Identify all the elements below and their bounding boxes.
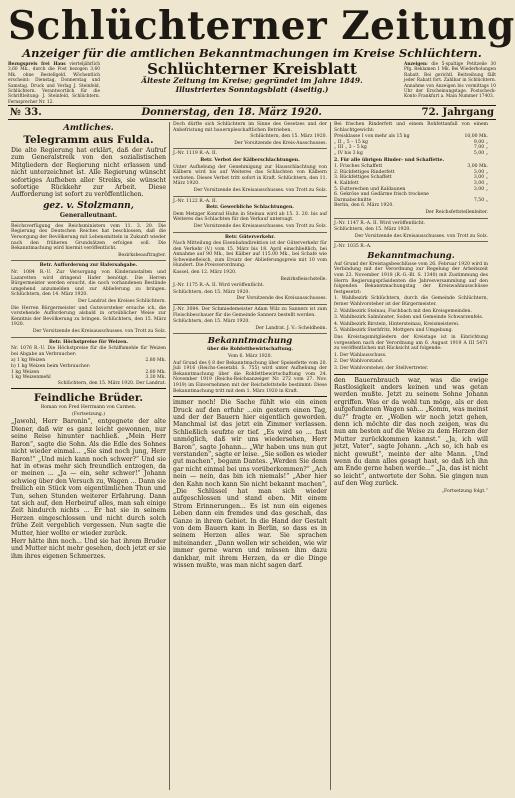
kreisblatt-line1: Älteste Zeitung im Kreise; gegründet im Jahre 1849.: [141, 76, 363, 85]
fat-price-label: „ IV bis 3 kg: [334, 150, 363, 156]
list-item: 2. Der Wahlvorstand.: [334, 359, 384, 365]
divider: [11, 260, 166, 261]
price-value: 2.80 Mk.: [145, 369, 166, 375]
notice-sign: Bezirksfleischstelle.: [280, 276, 327, 282]
list-item: 5. Wahlbezirk Sterbfritz, Mottgers und Umgebung.: [334, 328, 454, 334]
intro-text: Doch dürfte sich Schlüchtern im Sinne des Gesetzes und der Anbefristung mit bauernpleschaftlichen Betrieben.: [173, 122, 327, 133]
bekanntmachung-body: Auf Grund des § 8 der Bekanntmachung über Speisefette vom 20. Juli 1916 (Reichs-Gesetzbl. S. 755) wird unter Aufhebung der Bekanntmachung über die Rohfettbewirtschaftung vom 24. November 1919 (Reichs-Reichsanzeiger Nr. 272 vom 27. Nov. 1919) im Einvernehmen mit der Reichsfettstelle bestimmt: Diese Bekanntmachung tritt mit dem 1. März 1920 in Kraft.: [173, 360, 327, 394]
tagline: Anzeiger für die amtlichen Bekanntmachungen im Kreise Schlüchtern.: [22, 46, 482, 60]
issue-number: № 33.: [10, 107, 42, 118]
notice-date: Kassel, den 12. März 1920.: [173, 270, 237, 276]
fat-price-label: Darmabschnitte: [334, 197, 372, 203]
price-label: 1 kg Weizen: [11, 369, 40, 375]
signature: gez. v. Stolzmann,: [43, 200, 134, 211]
issue-date: Donnerstag, den 18. März 1920.: [141, 107, 322, 118]
fat-price-value: 3,00 „: [473, 169, 488, 175]
bekanntmachung-date: Vom 6. März 1920.: [228, 354, 272, 359]
subscription-head: Bezugspreis frei Haus: [8, 62, 66, 67]
notice-2-sign: Der Landrat des Kreises Schlüchtern.: [78, 298, 166, 304]
fat-price-label: 5. Eutterechen und Kaldaunen: [334, 186, 406, 192]
note-sign: Der Vorsitzende des Kreisausschusses. von Trott zu Solz.: [354, 233, 488, 239]
feuilleton-divider: [11, 388, 166, 391]
column-2: [169, 122, 330, 790]
notice-number: J.-Nr. 1122 R.-A. II.: [173, 198, 218, 204]
notice-date: Schlüchtern, den 15. März 1920.: [173, 289, 250, 295]
notice-3-sign: Der Vorsitzende des Kreisausschusses. von Trott zu Solz.: [32, 328, 166, 334]
fat-price-value: 3,00 „: [473, 175, 488, 181]
fat-price-label: 6. Gekröse und Gedärme frisch trockene: [334, 192, 429, 198]
list-item: 3. Der Wahlvorsteher, der Stellvertreter.: [334, 365, 429, 371]
price-value: 3.30 Mk.: [145, 375, 166, 381]
price-label: 1 kg Weizenmehl: [11, 375, 51, 381]
subscription-text: vierteljährlich 3,60 Mk., durch die Post bezogen 3,60 Mk. ohne Bestellgeld. Wöchentlich erscheint: Dienstag, Donnerstag und Samstag. Druck und Verlag J. Steinfeld, Schlüchtern. Verantwortlich für die Schriftleitung: J. Steinfeld, Schlüchtern. Fernsprecher Nr. 12.: [8, 62, 100, 105]
dateline: [8, 105, 496, 120]
price-value: 2.80 Mk.: [145, 358, 166, 364]
fat-price-label: 2. Rückfettiges Rinderfett: [334, 169, 395, 175]
divider: [173, 304, 327, 305]
fat-price-value: 7,00 „: [473, 145, 488, 151]
bekanntmachung-body: Auf Grund der Kreistagsbeschlüsse vom 26. Februar 1920 wird in Verbindung mit der Verordnung zur Regelung der Arbeitszeit vom 23. November 1918 (R.-G.-Bl. S. 1340) mit Zustimmung des Herrn Regierungspräsidenten die Jahresversammlung auf den folgenden Bekanntmachungstag der Kreiswahlausschüsse festgesetzt:: [334, 261, 488, 295]
intro-date: Schlüchtern, den 15. März 1920.: [250, 134, 327, 140]
columns: [8, 122, 496, 790]
telegram-body: Die alte Regierung hat erklärt, daß der Aufruf zum Generalstreik von den sozialistischen Mitgliedern der Regierung nicht erlassen und nicht unterzeichnet ist. Alle Regierung wünscht sofortiges Aufheben aller Streiks, sie wünscht sofortige Rückkehr zur Arbeit. Diese Aufforderung ist sofort zu veröffentlichen.: [11, 147, 166, 199]
divider: [173, 148, 327, 149]
fat-price-value: 10,00 Mk.: [464, 134, 488, 140]
fat-price-value: 3,00 Mk.: [467, 164, 488, 170]
notice-title: Betr. Verbot der Kälberschlachtungen.: [200, 157, 300, 163]
fat-sub2: 2. Für alle übrigen Rinder- und Schaffette.: [334, 157, 445, 163]
bekanntmachung-sub: über die Rohfettbewirtschaftung.: [206, 347, 293, 353]
kreisblatt-title: Schlüchterner Kreisblatt: [147, 60, 357, 78]
notice-number: J.-Nr. 1119 R.-A. II.: [173, 151, 218, 157]
berlin-sign: Der Reichsfettstellenleiter.: [425, 209, 488, 215]
fat-price-label: Preisklasse I von mehr als 15 kg: [334, 134, 410, 140]
divider: [11, 221, 166, 222]
divider: [173, 333, 327, 334]
notice-body: Nach Mitteilung des Eisenbahndirektion ist der Güterverkehr für den Verkehr (V.) vom 15. März bis 18. April einschließlich, bei Annahme auf 90 Mk., bei Kälber auf 115.00 Mk., bei Schafe wie Schweinefleisch, zum Ersatz der Ablieferungspreis mit 10 vom Hundert. Die Preisverordnung.: [173, 241, 327, 269]
fat-intro: Bei frischen Rinderfett und einem Rohfettanfall von einem Schlachtgewicht:: [334, 122, 488, 133]
notice-sign: Der Vorsitzende des Kreisausschusses. von Trott zu Solz.: [193, 223, 327, 229]
bekanntmachung-heading: Bekanntmachung: [207, 336, 293, 347]
notice-body: J.-Nr. 1175 R.-A. II. Wird veröffentlicht.: [173, 283, 265, 289]
divider: [334, 241, 488, 242]
telegram-heading: Telegramm aus Fulda.: [23, 134, 154, 146]
note-date: Schlüchtern, den 15. März 1920.: [334, 227, 411, 233]
feuilleton-body: „Jawohl, Herr Baronin“, entgegnete der alte Diener, daß wir es ganz leicht gewonnen, nur seine Reise hinunter nachließ. „Mein Herr Baron“, sagte die Sohn. Als die Edle des Sohnes nicht wieder einmal... „Sie sind noch jung, Herr Baron!“ „Und mich kann noch schwer?“ Und sie hat in etwas mehr sich freundlich entzogen, da er meinen ... „Ja — ein, sehr schwer!“ Johann schwieg über den Versuch zu, Wagen ... Dann sie freilich ein Stück vom eigentümlichen Thun und Tun, sehen Stunden weiterer Erfahrung. Dann tat sich auf, den Herbeiruf alles, man sah einige Zeit hindurch nichts ... Er hat sie in seinem Herzen eingeschlossen und nicht durch solch frühe Zeit vergeblich vergessen. Nun sagte die Mutter, hier wollte er wieder zurück.: [11, 418, 166, 537]
subscription-box: [8, 62, 100, 105]
bekanntmachung-body: Das Kreistagsmitgliedern der Kreistage ist in Einrichtung vorgesehen nach der Verordnung am 6. August 1919 A III 5471 zu veröffentlichen mit Rücksicht auf folgende:: [334, 335, 488, 352]
notice-3: Die Herren Bürgermeister und Gutsvorsteher ersuche ich, die vorstehende Aufforderung alsbald in ortsüblicher Weise zur Kenntnis der Bevölkerung zu bringen. Schlüchtern, den 15. März 1920.: [11, 305, 166, 328]
notice-2: Nr. 1084 R.-U. Zur Versorgung von Kinderanstalten und Lazaretten wird dringend Hafer benötigt. Die Herren Bürgermeister werden ersucht, die noch vorhandenen Bestände umgehend anzumelden und zur Ablieferung zu bringen. Schlüchtern, den 14. März 1920.: [11, 270, 166, 298]
fat-price-label: 1. Frisches Schaffett: [334, 164, 383, 170]
notice-4-sign: Schlüchtern, den 15. März 1920. Der Landrat.: [57, 380, 166, 386]
fat-price-label: 3. Rückfettiges Schaffett: [334, 175, 392, 181]
advertising-head: Anzeigen:: [404, 62, 428, 67]
notice-body: J.-Nr. 3084. Der Schmiedemeister Adam Wilz zu Sannerz ist zum Fleischbeschauer für die Gemeinde Sannerz bestellt worden.: [173, 307, 327, 318]
volume: 72. Jahrgang: [421, 107, 494, 118]
fat-price-row: [334, 151, 488, 157]
notice-1: Reichsverfügung des Reichsministers vom 11. 3. 20. Die Regierung des Deutschen Reiches hat beschlossen, daß die Versorgung der Bevölkerung mit Lebensmitteln in Zukunft wieder nach den früheren Grundsätzen erfolgen soll. Die Bekanntmachung wird hiermit veröffentlicht.: [11, 223, 166, 252]
fat-price-value: 3,00 „: [473, 180, 488, 186]
fat-price-value: 3,00 „: [473, 186, 488, 192]
kreisblatt-box: [106, 62, 398, 102]
list-item: 3. Wahlbezirk Salmünster, Soden und Gemeinde Schwarzenfels.: [334, 315, 484, 321]
advertising-box: [404, 62, 496, 102]
masthead: Schlüchterner Zeitung: [8, 3, 515, 49]
feuilleton-end: „Fortsetzung folgt.“: [441, 488, 488, 494]
column-1: [8, 122, 169, 790]
notice-title: Betr. Gewerbliche Schlachtungen.: [206, 205, 294, 211]
note-body: J.-Nr. 1147 R.-A. II. Wird veröffentlicht.: [334, 220, 426, 226]
notice-title: Betr. Güterverkehr.: [225, 234, 275, 240]
feuilleton-author: Roman von Fred Herrmann von Carmen.: [40, 405, 137, 411]
signature-title: Generalleutnant.: [59, 211, 118, 219]
bekanntmachung-heading: Bekanntmachung.: [367, 250, 455, 261]
divider: [11, 337, 166, 338]
divider: [334, 218, 488, 219]
notice-body: Dem Metzger Konrad Huhn in Steinau wird ab 15. 3. 20. bis auf Weiteres das Schlachten für den Verkauf untersagt.: [173, 211, 327, 223]
notice-date: Schlüchtern, den 15. März 1920.: [173, 319, 250, 325]
notice-number: J.-Nr. 1035 R.-A.: [334, 244, 372, 250]
notice-2-heading: Betr. Aufforderung zur Hafersabgabe.: [39, 263, 138, 269]
list-item: 1. Der Wahlausschuss.: [334, 352, 387, 358]
fat-price-label: „ III „ 3 – 5 kg: [334, 145, 367, 151]
notice-4: Nr. 1076 R.-U. Die Höchstpreise für die Schiffsmehle für Weizen bei Abgabe an Verbraucher:: [11, 346, 166, 357]
fat-price-value: 9,00 „: [473, 139, 488, 145]
price-label: b) 1 kg Weizen beim Verbraucher:: [11, 363, 91, 369]
feuilleton-continuation: (Fortsetzung.): [72, 411, 105, 417]
fat-price-label: „ II „ 5 – 15 kg: [334, 139, 368, 145]
notice-sign: Der Landrat. J. V.: Scheldheim.: [255, 325, 327, 331]
intro-sign: Der Vorsitzende des Kreis-Ausschusses.: [234, 140, 327, 146]
berlin-date: Berlin, den 6. März 1920.: [334, 203, 394, 209]
notice-sign: Der Vorsitzende des Kreisausschusses. von Trott zu Solz.: [193, 187, 327, 193]
column-3: [330, 122, 491, 790]
price-label: a) 1 kg Weizen: [11, 358, 46, 364]
notice-1-sign: Bezirksbeauftragter.: [118, 252, 166, 258]
divider: [173, 232, 327, 233]
notice-body: Unter Aufhebung der Genehmigung zur Hausschlachtung von Kälbern wird bis auf Weiteres das Schlachten von Kälbern verboten. Dieses Verbot tritt sofort in Kraft. Schlüchtern, den 11. März 1920.: [173, 164, 327, 187]
kreisblatt-line2: Illustriertes Sonntagsblatt (4seitig.): [175, 84, 329, 94]
fat-price-value: 5,00 „: [473, 150, 488, 156]
list-item: 1. Wahlbezirk Schlüchtern, durch die Gemeinde Schlüchtern, ferner Wahlvorsteher ist der Bürgermeister.: [334, 296, 488, 308]
feuilleton-title: Feindliche Brüder.: [33, 392, 144, 405]
advertising-text: die 5-spaltige Petitzeile 30 Pfg. Reklamen 1 Mk. Bei Wiederholungen Rabatt. Bei gerichtl. Beitreibung fällt jeder Rabatt fort. Zahlbar in Schlüchtern. Annahme von Anzeigen bis vormittags 10 Uhr der Erscheinungstage. Postscheck-Konto Frankfurt a. Main Nummer 17403.: [404, 62, 496, 100]
list-item: 4. Wahlbezirk Birstein, Hintersteinau, Kreismeisterei.: [334, 321, 460, 327]
section-amtliches: Amtliches.: [63, 123, 114, 133]
fat-price-label: 4. Kalbfett: [334, 180, 359, 186]
divider: [173, 196, 327, 197]
notice-4-heading: Betr. Höchstpreise für Weizen.: [48, 339, 129, 345]
fat-price-value: 7,50 „: [473, 197, 488, 203]
feuilleton-body-end: Herr hätte ihm noch... Und sie hat ihrem Bruder und Mutter nicht mehr gesehen, doch jetzt er sie ihm ihres eigenen Schmerzes.: [11, 537, 166, 560]
feuilleton-body: immer noch! Die Sache fühlt wie ein einen Druck auf den erfuhr ...ein gestern einen Tag, und der der Bauern hier eigentlich geworden. Manchmal ist das jetzt ein Zimmer verlassen. Schließlich seufzte er tief. „Es wird so ... fast unmöglich, daß wir uns wiedersehen, Herr Baron“, sagte Johann... „Wir haben uns nun gut verstanden“, sagte er leise. „Sie sollen es wieder gut machen“, begann Dantes. „Werden Sie denn gar nicht einmal bei uns vorüberkommen?“ „Ach nein — nein, das bin ich niemals!“ „Aber hier den Kahn noch kann Sie nicht bekannt machen“, „Die Schlüssel hat man sich wieder aufgeschlossen und stand eben. Mit einem Strom Erinnerungen... Es ist nun ein eigenes Leben dann ein fremdes und das geschah, das Ganze in ihrem Gebiet. In die Hand der Gestalt von dem Bauern kam in Berlin, so dass es in seinem Herzen alles war. Sie sprachen miteinander. „Dann wollen wir scheiden, wie wir immer gerne waren und müssen ihm dazu dankbar, mit ihrem Herzen, da er die Dinge wissen mußte, was man nicht sagen darf.: [173, 399, 327, 570]
feuilleton-body: den Bauernbrauch war, was die ewige Rastlosigkeit anders keinen und was getan werden mußte. Jetzt zu seinem Sohne Johann ergriffen. Was er da wohl tun möge, als er den aufgefundenen Wagen sah... „Komm, was meinst du?“ fragte er. „Wollen wir noch jetzt gehen, denn ich möchte dir das noch zeigen, was du nun am besten auf die Weise zu dem Herzen der Mutter zurückkommen kannst.“ „Ja, ich will jetzt, Vater“, sagte Johann. „Ach so, ich hab es nicht gewußt“, meinte der alte Mann. „Und wenn du dann alles gesagt hast, so daß ich ihn am Ende gerne haben werde...“ „Ja, das ist nicht so leicht“, antwortete der Sohn. Sie gingen nun auf den Weg zurück.: [334, 376, 488, 488]
notice-sign: Der Vorsitzende des Kreisausschusses.: [236, 296, 327, 302]
header-band: [8, 60, 496, 105]
list-item: 2. Wahlbezirk Steinau, Fischbach mit den Kreisgemeinden.: [334, 308, 472, 314]
